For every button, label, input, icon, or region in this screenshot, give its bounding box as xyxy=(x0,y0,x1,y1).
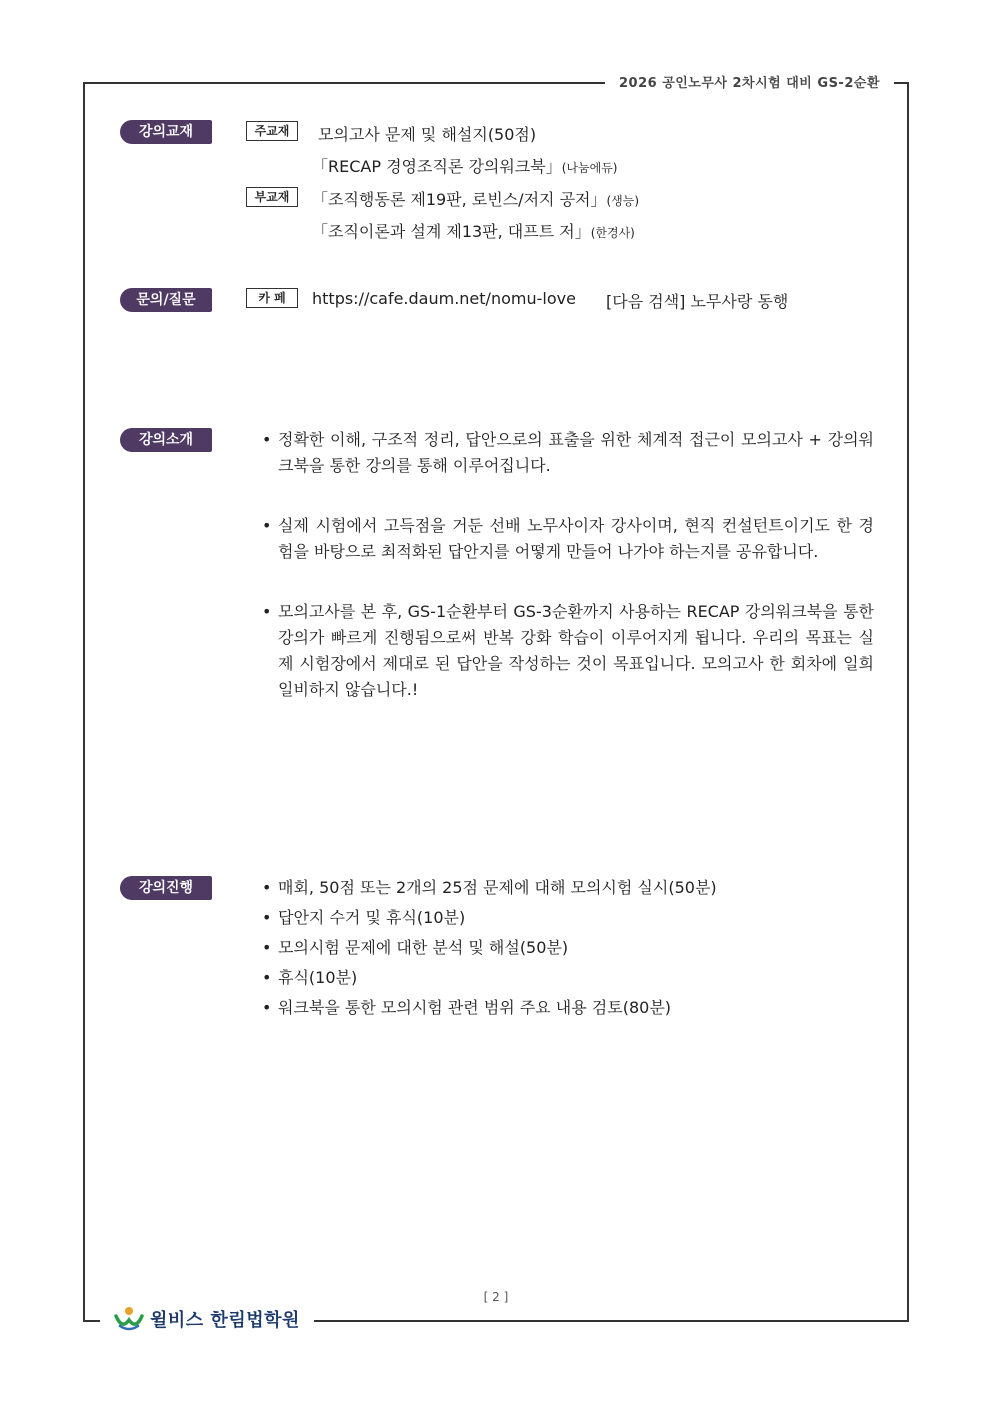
sub-textbook-tag: 부교재 xyxy=(246,187,298,207)
textbook-label: 강의교재 xyxy=(120,120,212,144)
cafe-search-hint: [다음 검색] 노무사랑 동행 xyxy=(606,292,789,311)
footer-logo xyxy=(100,1306,314,1332)
page-number: [ 2 ] xyxy=(483,1290,509,1304)
willbis-logo-icon xyxy=(114,1306,144,1332)
main-textbook-line-2: 「RECAP 경영조직론 강의워크북」(나눔에듀) xyxy=(312,157,618,176)
cafe-url-link[interactable]: https://cafe.daum.net/nomu-love xyxy=(312,289,576,308)
intro-item: • 모의고사를 본 후, GS-1순환부터 GS-3순환까지 사용하는 RECAP 강의워크북을 통한 강의가 빠르게 진행됨으로써 반복 강화 학습이 이루어지게 됩니다. 우리의 목표는 실제 시험장에서 제대로 된 답안을 작성하는 것이 목표입니다. 모의고사 한 회차에 일희일비하지 않습니다.! xyxy=(262,599,874,703)
sub-textbook-line-1: 「조직행동론 제19판, 로빈스/저지 공저」(생능) xyxy=(312,190,640,209)
cafe-tag: 카 페 xyxy=(246,288,298,308)
footer-logo-text: 윌비스 한림법학원 xyxy=(150,1310,300,1331)
progress-label: 강의진행 xyxy=(120,876,212,900)
intro-item: • 실제 시험에서 고득점을 거둔 선배 노무사이자 강사이며, 현직 컨설턴트이기도 한 경험을 바탕으로 최적화된 답안지를 어떻게 만들어 나가야 하는지를 공유합니다. xyxy=(262,513,874,565)
header-title: 2026 공인노무사 2차시험 대비 GS-2순환 xyxy=(605,72,894,91)
intro-label: 강의소개 xyxy=(120,428,212,452)
intro-list xyxy=(262,427,874,703)
progress-item: • 워크북을 통한 모의시험 관련 범위 주요 내용 검토(80분) xyxy=(262,993,874,1023)
frame-left-border xyxy=(83,82,85,1322)
progress-item: • 답안지 수거 및 휴식(10분) xyxy=(262,903,874,933)
progress-item: • 매회, 50점 또는 2개의 25점 문제에 대해 모의시험 실시(50분) xyxy=(262,873,874,903)
sub-textbook-line-2: 「조직이론과 설계 제13판, 대프트 저」(한경사) xyxy=(312,222,635,241)
progress-list xyxy=(262,873,874,1023)
intro-item: • 정확한 이해, 구조적 정리, 답안으로의 표출을 위한 체계적 접근이 모의고사 + 강의워크북을 통한 강의를 통해 이루어집니다. xyxy=(262,427,874,479)
progress-item: • 휴식(10분) xyxy=(262,963,874,993)
inquiry-label: 문의/질문 xyxy=(120,288,212,312)
progress-item: • 모의시험 문제에 대한 분석 및 해설(50분) xyxy=(262,933,874,963)
frame-right-border xyxy=(907,82,909,1322)
main-textbook-tag: 주교재 xyxy=(246,121,298,141)
main-textbook-line-1: 모의고사 문제 및 해설지(50점) xyxy=(318,125,537,144)
